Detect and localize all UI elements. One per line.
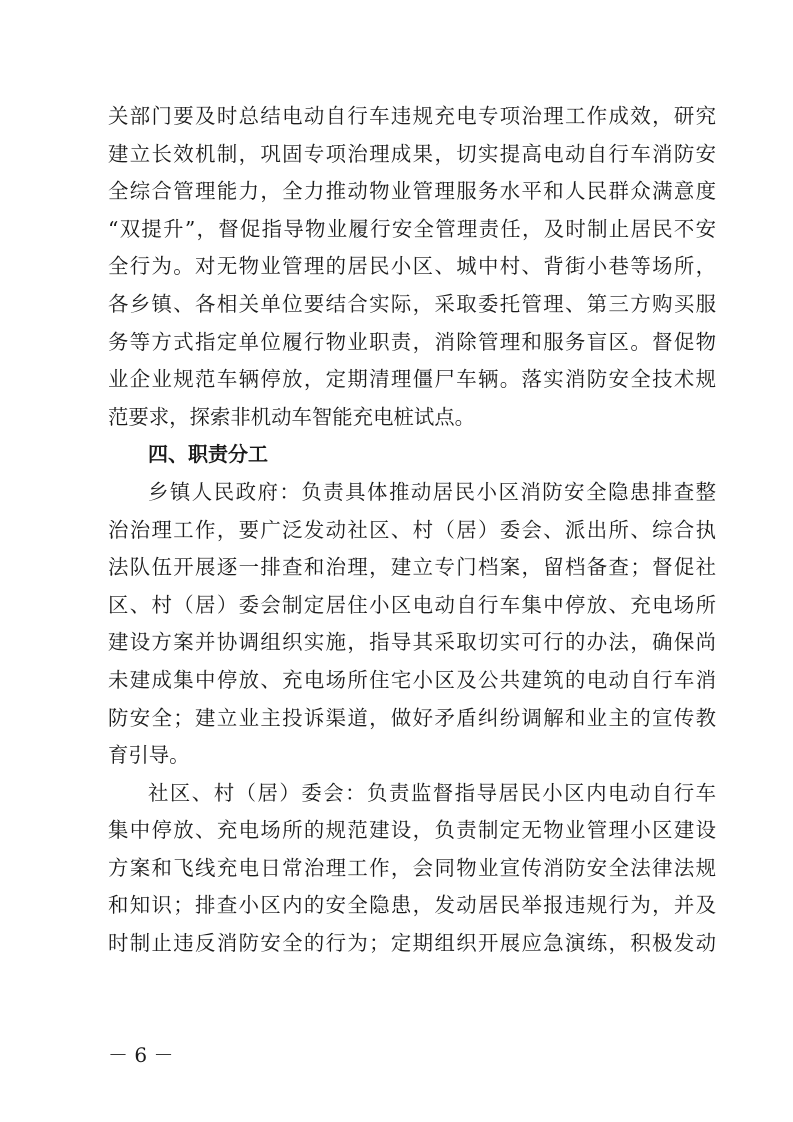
text-line: 法队伍开展逐一排查和治理，建立专门档案，留档备查；督促社 [108,555,716,580]
text-line: 和知识；排查小区内的安全隐患，发动居民举报违规行为，并及 [108,893,716,918]
text-line: 务等方式指定单位履行物业职责，消除管理和服务盲区。督促物 [108,329,716,354]
paragraph-community-committee [108,775,716,963]
text-line: 未建成集中停放、充电场所住宅小区及公共建筑的电动自行车消 [108,667,716,692]
text-line: 建立长效机制，巩固专项治理成果，切实提高电动自行车消防安 [108,141,716,166]
text-line: 育引导。 [108,743,190,768]
page-number: － 6 － [108,1043,174,1067]
text-line: “双提升”，督促指导物业履行安全管理责任，及时制止居民不安 [108,216,716,241]
text-line: 社区、村（居）委会：负责监督指导居民小区内电动自行车 [148,780,716,805]
text-line: 业企业规范车辆停放，定期清理僵尸车辆。落实消防安全技术规 [108,367,716,392]
text-line: 关部门要及时总结电动自行车违规充电专项治理工作成效，研究 [108,104,716,128]
paragraph-continued [108,98,716,436]
text-line: 区、村（居）委会制定居住小区电动自行车集中停放、充电场所 [108,592,716,617]
document-body [108,98,716,963]
text-line: 全行为。对无物业管理的居民小区、城中村、背街小巷等场所， [108,254,716,279]
section-heading: 四、职责分工 [148,442,268,467]
text-line: 治治理工作，要广泛发动社区、村（居）委会、派出所、综合执 [108,517,716,542]
text-line: 集中停放、充电场所的规范建设，负责制定无物业管理小区建设 [108,818,716,843]
text-line: 方案和飞线充电日常治理工作，会同物业宣传消防安全法律法规 [108,855,716,880]
text-line: 时制止违反消防安全的行为；定期组织开展应急演练，积极发动 [108,931,716,956]
text-line: 防安全；建立业主投诉渠道，做好矛盾纠纷调解和业主的宣传教 [108,705,716,730]
text-line: 建设方案并协调组织实施，指导其采取切实可行的办法，确保尚 [108,630,716,655]
text-line: 全综合管理能力，全力推动物业管理服务水平和人民群众满意度 [108,179,716,204]
text-line: 范要求，探索非机动车智能充电桩试点。 [108,404,476,429]
text-line: 各乡镇、各相关单位要结合实际，采取委托管理、第三方购买服 [108,291,716,316]
text-line: 乡镇人民政府：负责具体推动居民小区消防安全隐患排查整 [148,479,716,504]
paragraph-township-government [108,474,716,775]
